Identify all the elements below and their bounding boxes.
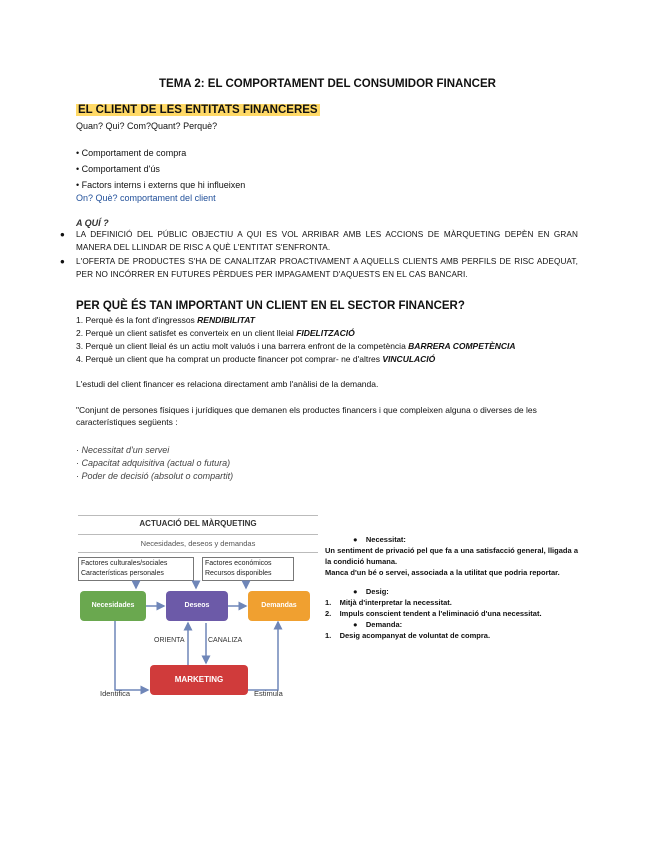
demanda-title: Demanda: [365, 620, 403, 629]
bullet-icon: ● [353, 535, 358, 544]
demands-box: Demandas [248, 591, 310, 621]
definitions-column [325, 534, 578, 641]
reason-text: 4. Perquè un client que ha comprat un producte financer pot comprar- ne d'altres [76, 354, 383, 364]
study-text: L'estudi del client financer es relaciona directament amb l'anàlisi de la demanda. [76, 379, 379, 389]
bullet-icon: ● [60, 230, 66, 239]
necessitat-text: Un sentiment de privació pel que fa a una satisfacció general, lligada a la condició humana. [325, 546, 578, 566]
necessitat-title: Necessitat: [365, 535, 406, 544]
bullet-factors: • Factors interns i externs que hi influeixen [76, 180, 246, 190]
blue-note: On? Què? comportament del client [76, 193, 216, 203]
demanda-item-text: Desig acompanyat de voluntat de compra. [339, 631, 491, 640]
reason-keyword: BARRERA COMPETÈNCIA [408, 341, 516, 351]
bullet-icon: ● [60, 257, 66, 266]
desig-heading [325, 586, 578, 597]
section-heading-importance: PER QUÈ ÉS TAN IMPORTANT UN CLIENT EN EL SECTOR FINANCER? [76, 300, 465, 312]
needs-box: Necesidades [80, 591, 146, 621]
reason-keyword: FIDELITZACIÓ [296, 328, 355, 338]
bullet-use: • Comportament d'ús [76, 164, 160, 174]
desig-item-text: Mitjà d'interpretar la necessitat. [339, 598, 452, 607]
personal-traits-label: Características personales [81, 570, 164, 577]
reason-text: 1. Perquè és la font d'ingressos [76, 315, 198, 325]
desig-item: 1. Mitjà d'interpretar la necessitat. [325, 598, 452, 607]
reason-row [76, 327, 355, 339]
manca-text: Manca d'un bé o servei, associada a la utilitat que podria reportar. [325, 568, 560, 577]
a-qui-heading: A QUÍ ? [76, 218, 109, 228]
list-item-text: L'OFERTA DE PRODUCTES S'HA DE CANALITZAR PROACTIVAMENT A AQUELLS CLIENTS AMB PERFILS DE RISC ADEQUAT, PER NO INCÓRRER EN FUTURES PÈRDUES PER IMPAGAMENT D'AQUESTS EN EL CAS BANCARI. [76, 257, 578, 279]
demanda-item: 1. Desig acompanyat de voluntat de compra. [325, 631, 491, 640]
resources-label: Recursos disponibles [205, 570, 272, 577]
diagram-header: ACTUACIÓ DEL MÀRQUETING [139, 519, 257, 528]
reason-row [76, 314, 255, 326]
marketing-box: MARKETING [150, 665, 248, 695]
bullet-purchase: • Comportament de compra [76, 148, 187, 158]
bullet-icon: ● [353, 587, 358, 596]
necessitat-heading [325, 534, 578, 545]
section-heading-client: EL CLIENT DE LES ENTITATS FINANCERES [78, 104, 318, 116]
page-title: TEMA 2: EL COMPORTAMENT DEL CONSUMIDOR FINANCER [159, 78, 496, 90]
orienta-label: ORIENTA [154, 637, 185, 644]
reason-keyword: VINCULACIÓ [382, 354, 436, 364]
characteristic: · Poder de decisió (absolut o compartit) [76, 471, 234, 481]
reason-row [76, 353, 435, 365]
reason-text: 2. Perquè un client satisfet es converteix en un client lleial [76, 328, 297, 338]
wants-box: Deseos [166, 591, 228, 621]
reason-keyword: RENDIBILITAT [197, 315, 255, 325]
characteristic: · Capacitat adquisitiva (actual o futura) [76, 458, 231, 468]
list-item [60, 229, 578, 254]
questions-line: Quan? Qui? Com?Quant? Perquè? [76, 121, 218, 131]
list-item-text: LA DEFINICIÓ DEL PÚBLIC OBJECTIU A QUI ES VOL ARRIBAR AMB LES ACCIONS DE MÀRQUETING DEPÈN EN GRAN MANERA DEL LLINDAR DE RISC A QUÈ L'ENTITAT S'ENFRONTA. [76, 230, 578, 252]
cultural-factors-label: Factores culturales/sociales [81, 560, 168, 567]
demanda-heading [325, 619, 578, 630]
bullet-icon: ● [353, 620, 358, 629]
estimula-label: Estimula [254, 689, 283, 698]
quote-text: "Conjunt de persones físiques i jurídiques que demanen els productes financers i que compleixen alguna o diverses de les característiques següents : [76, 405, 537, 427]
reason-row [76, 340, 516, 352]
canaliza-label: CANALIZA [208, 637, 243, 644]
desig-item: 2. Impuls conscient tendent a l'eliminació d'una necessitat. [325, 609, 542, 618]
economic-factors-label: Factores económicos [205, 560, 272, 567]
reason-text: 3. Perquè un client lleial és un actiu molt valuós i una barrera enfront de la competència [76, 341, 409, 351]
diagram-subheader: Necesidades, deseos y demandas [140, 539, 256, 548]
desig-item-text: Impuls conscient tendent a l'eliminació d'una necessitat. [339, 609, 542, 618]
characteristic: · Necessitat d'un servei [76, 445, 170, 455]
list-item [60, 256, 578, 281]
marketing-diagram [78, 515, 318, 705]
identifica-label: Identifica [100, 689, 131, 698]
desig-title: Desig: [365, 587, 389, 596]
